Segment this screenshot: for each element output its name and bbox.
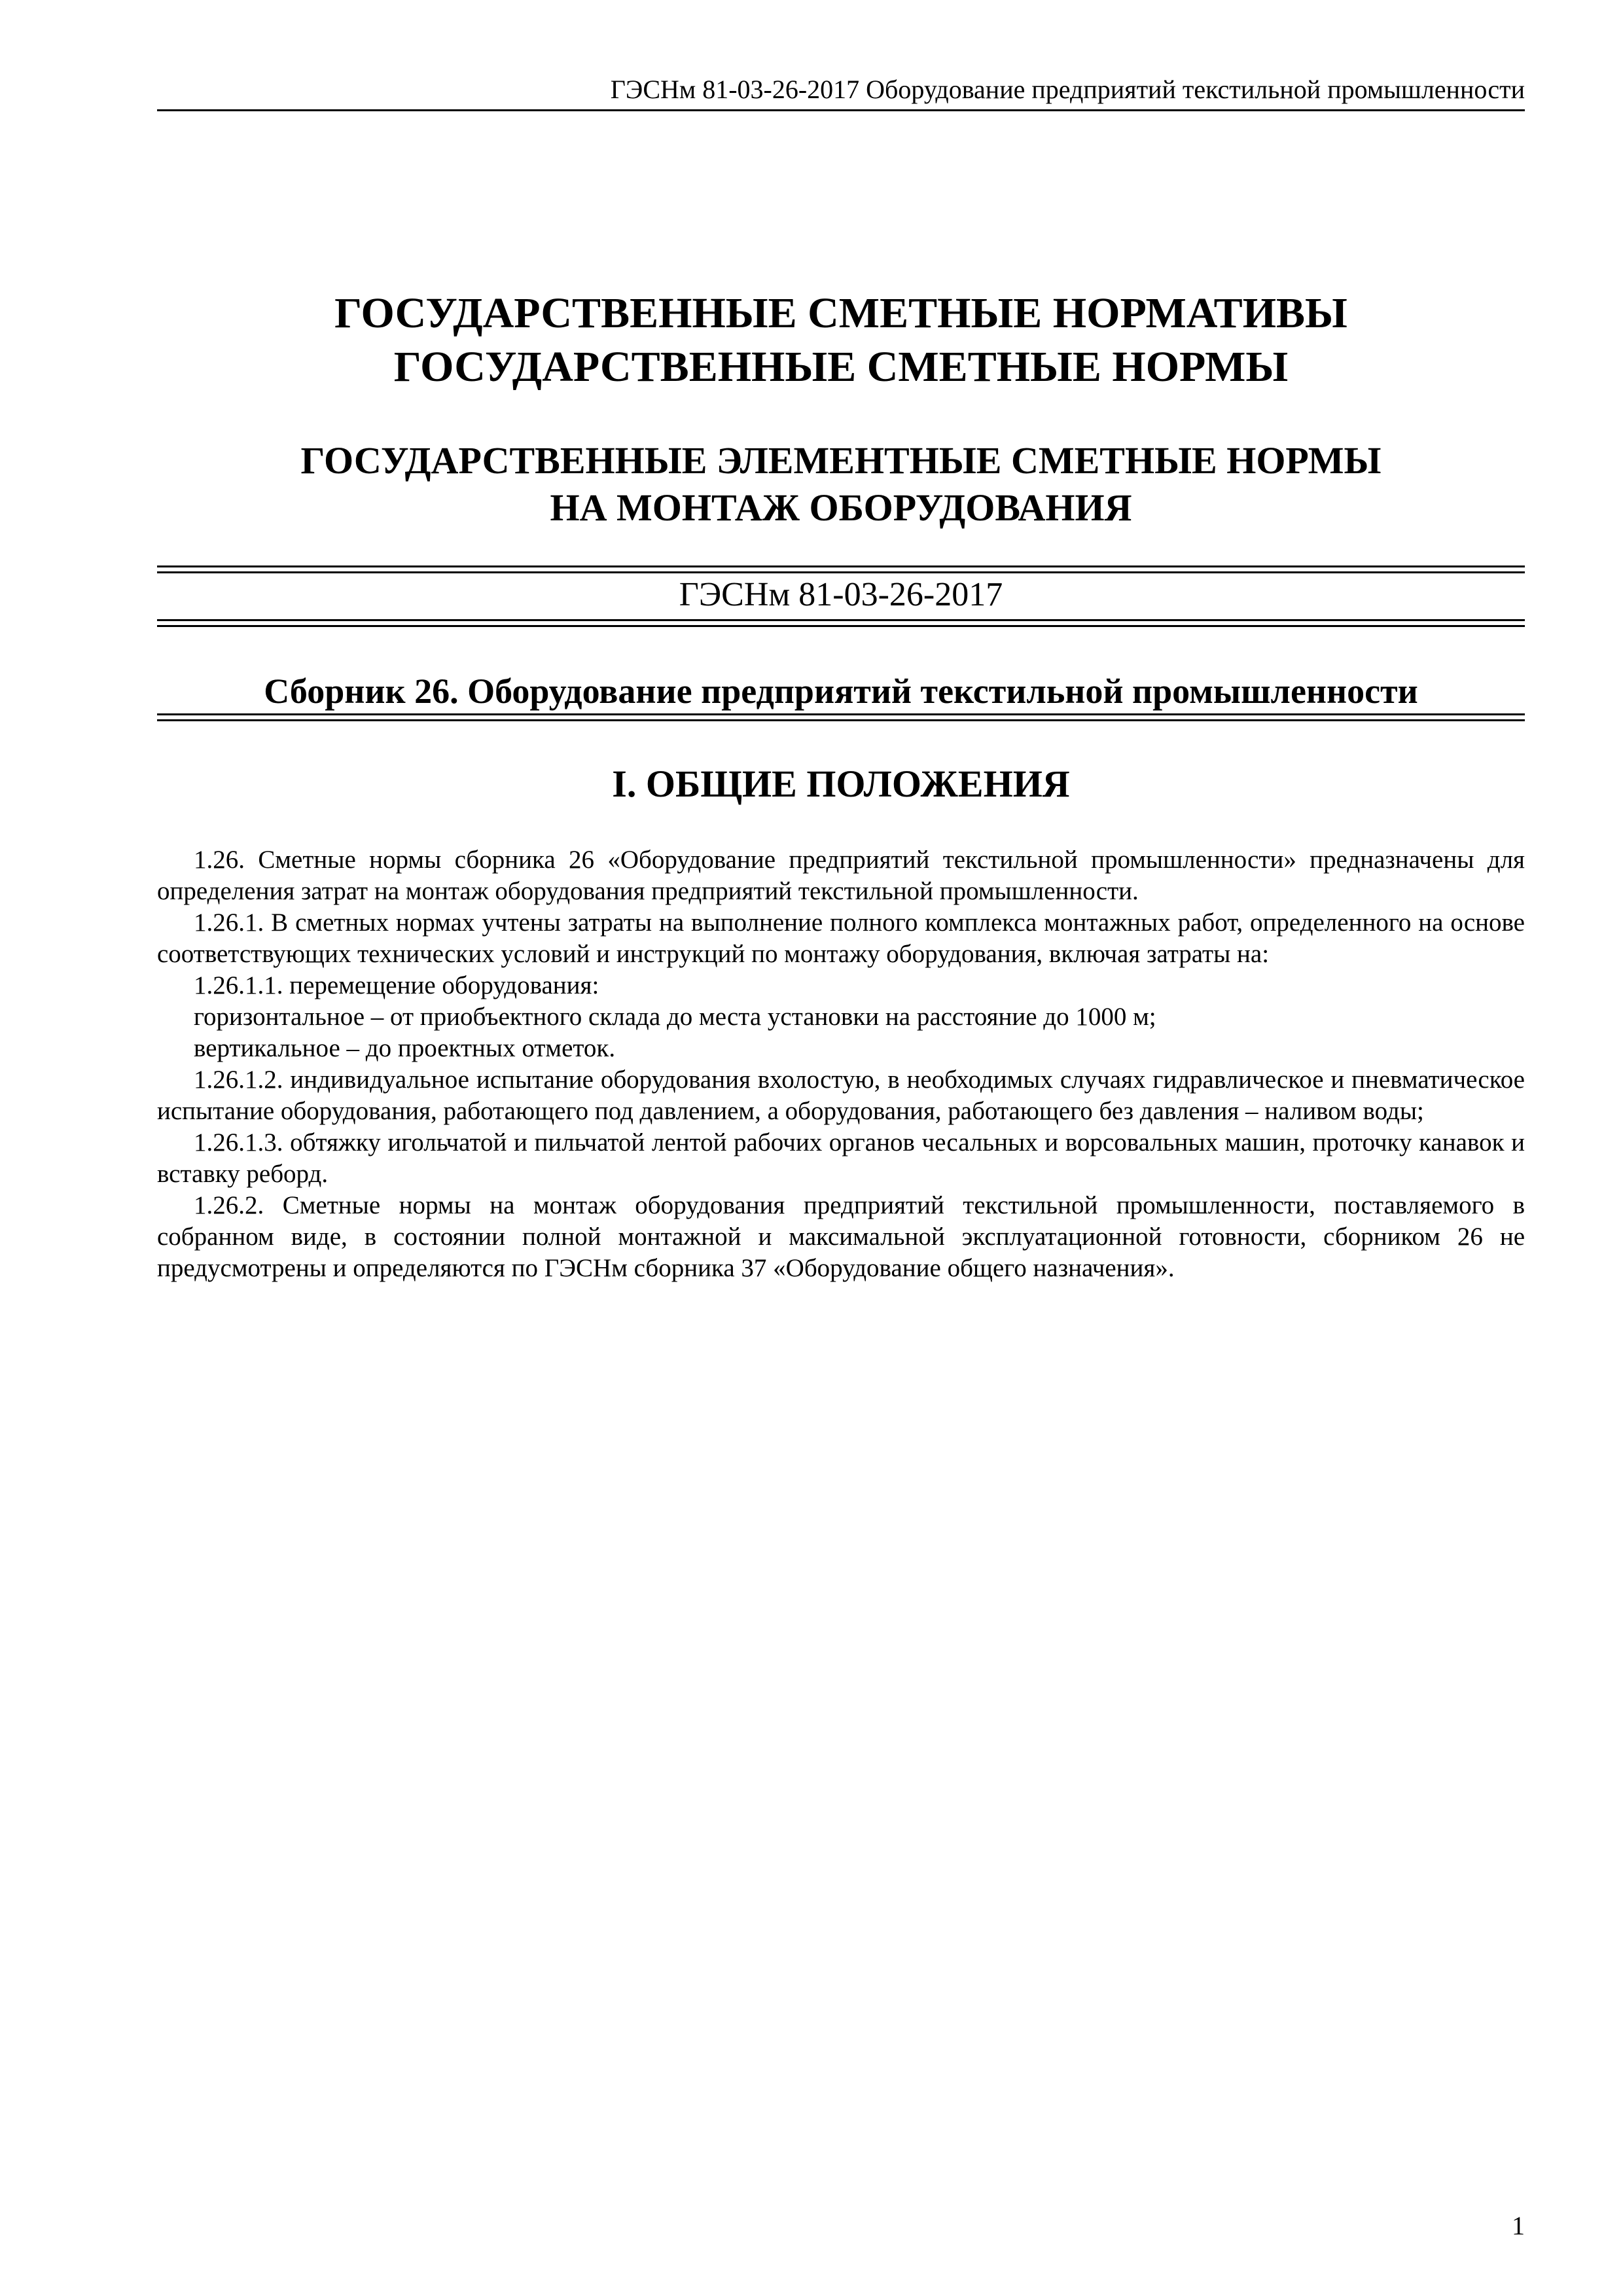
paragraph: 1.26.1.3. обтяжку игольчатой и пильчатой лентой рабочих органов чесальных и ворсовальных машин, проточку канавок и вставку реборд. bbox=[157, 1128, 1525, 1188]
sub-title-line-2: НА МОНТАЖ ОБОРУДОВАНИЯ bbox=[550, 486, 1132, 529]
collection-rule bbox=[157, 713, 1525, 721]
main-title-line-1: ГОСУДАРСТВЕННЫЕ СМЕТНЫЕ НОРМАТИВЫ bbox=[334, 289, 1347, 337]
main-title bbox=[157, 287, 1525, 394]
paragraph: 1.26. Сметные нормы сборника 26 «Оборудование предприятий текстильной промышленности» предназначены для определения затрат на монтаж оборудования предприятий текстильной промышленности. bbox=[157, 846, 1525, 905]
document-code: ГЭСНм 81-03-26-2017 bbox=[679, 576, 1003, 613]
paragraph: 1.26.1.1. перемещение оборудования: bbox=[194, 971, 599, 999]
paragraph: 1.26.1.2. индивидуальное испытание оборудования вхолостую, в необходимых случаях гидравлическое и пневматическое испытание оборудования, работающего под давлением, а оборудования, работающего без давления – наливом воды; bbox=[157, 1066, 1525, 1125]
paragraph: вертикальное – до проектных отметок. bbox=[194, 1034, 616, 1062]
section-heading: I. ОБЩИЕ ПОЛОЖЕНИЯ bbox=[612, 762, 1070, 805]
header-rule bbox=[157, 109, 1525, 111]
collection-title: Сборник 26. Оборудование предприятий текстильной промышленности bbox=[264, 672, 1418, 711]
page-number: 1 bbox=[1512, 2211, 1525, 2240]
code-bottom-rule bbox=[157, 619, 1525, 627]
body-text bbox=[157, 844, 1525, 1284]
sub-title bbox=[157, 437, 1525, 531]
paragraph: горизонтальное – от приобъектного склада до места установки на расстояние до 1000 м; bbox=[194, 1003, 1156, 1031]
paragraph: 1.26.2. Сметные нормы на монтаж оборудования предприятий текстильной промышленности, поставляемого в собранном виде, в состоянии полной монтажной и максимальной эксплуатационной готовности, сборником 26 не предусмотрены и определяются по ГЭСНм сборника 37 «Оборудование общего назначения». bbox=[157, 1191, 1525, 1282]
paragraph: 1.26.1. В сметных нормах учтены затраты на выполнение полного комплекса монтажных работ, определенного на основе соответствующих технических условий и инструкций по монтажу оборудования, включая затраты на: bbox=[157, 908, 1525, 968]
code-top-rule bbox=[157, 565, 1525, 573]
main-title-line-2: ГОСУДАРСТВЕННЫЕ СМЕТНЫЕ НОРМЫ bbox=[393, 343, 1289, 391]
running-header: ГЭСНм 81-03-26-2017 Оборудование предприятий текстильной промышленности bbox=[610, 75, 1525, 104]
sub-title-line-1: ГОСУДАРСТВЕННЫЕ ЭЛЕМЕНТНЫЕ СМЕТНЫЕ НОРМЫ bbox=[300, 439, 1382, 482]
